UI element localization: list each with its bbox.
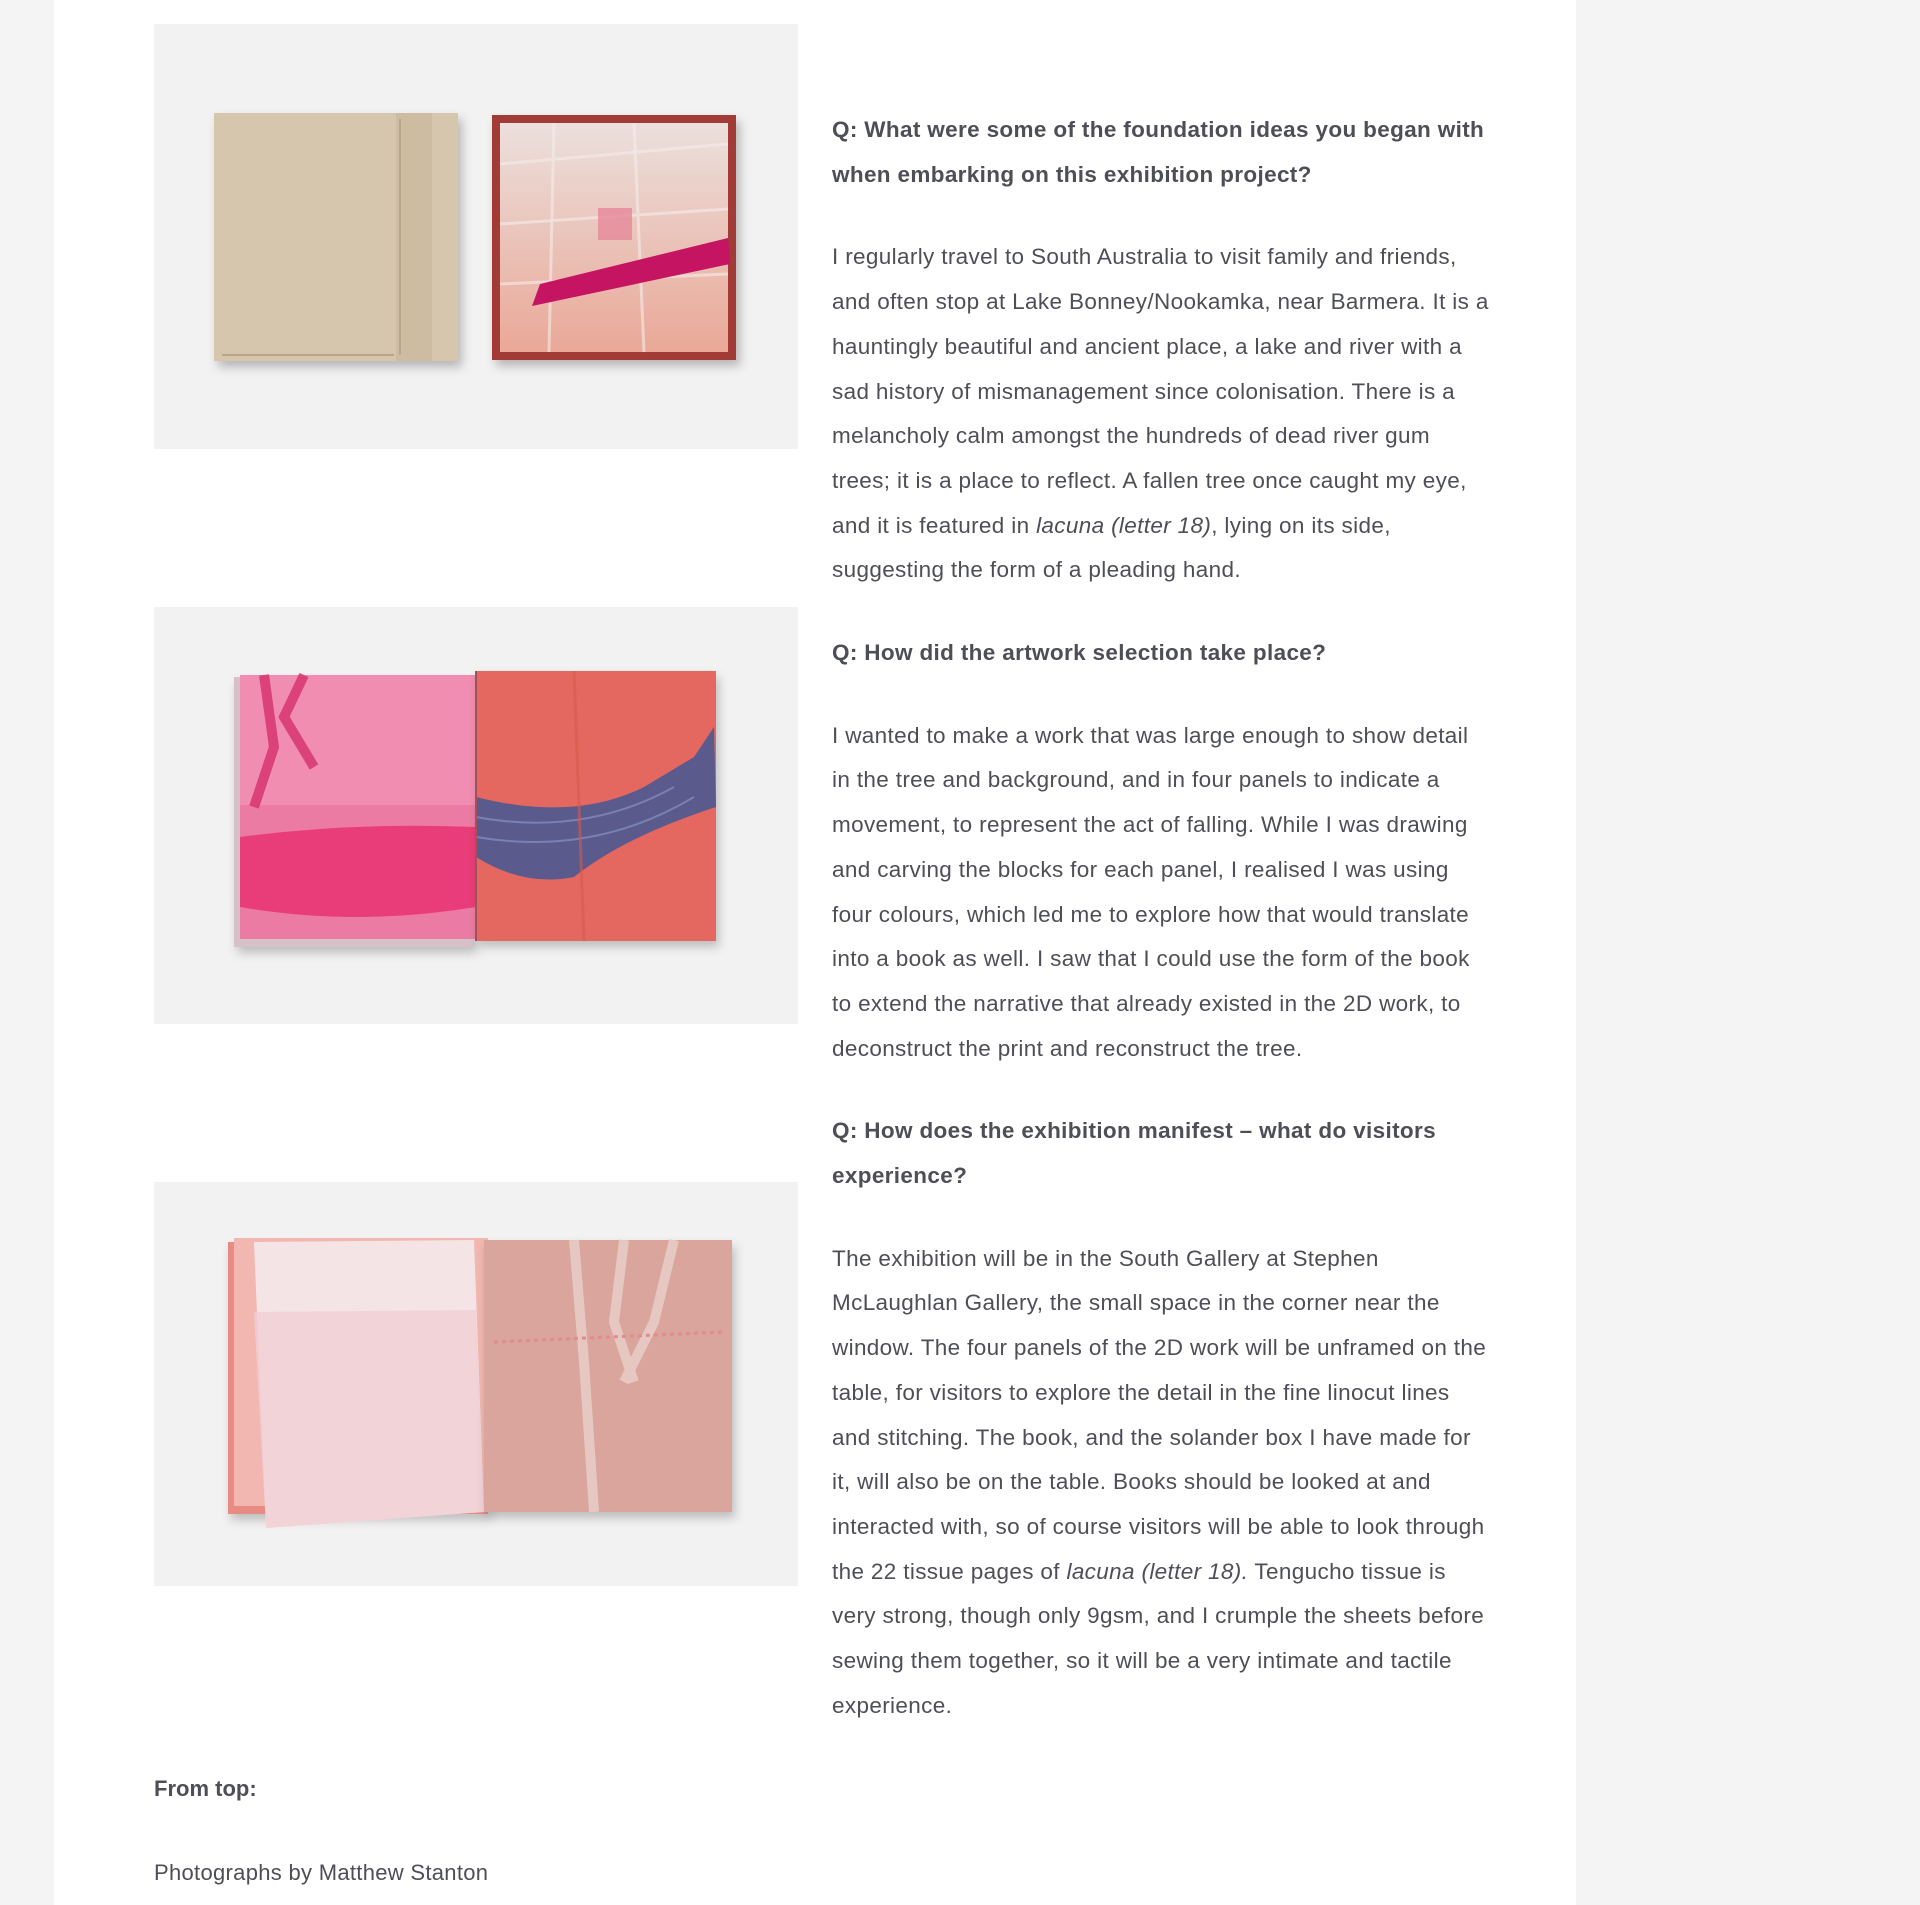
question-3: Q: How does the exhibition manifest – what do visitors experience? xyxy=(832,1118,1436,1189)
book-spread-white-image xyxy=(154,1182,798,1586)
photo-credit: Photographs by Matthew Stanton xyxy=(154,1860,489,1885)
answer-1 xyxy=(832,235,1492,593)
answer-3-text: The exhibition will be in the South Gallery at Stephen McLaughlan Gallery, the small space in the corner near the window. The four panels of the 2D work will be unframed on the table, for visitors to explore the detail in the fine linocut lines and stitching. The book, and the solander box I have made for it, will also be on the table. Books should be looked at and interacted with, so of course visitors will be able to look through the 22 tissue pages of xyxy=(832,1245,1487,1584)
artwork-title: lacuna (letter 18) xyxy=(1036,512,1212,538)
answer-3 xyxy=(832,1237,1492,1729)
caption-heading: From top: xyxy=(154,1776,257,1801)
content-page xyxy=(54,0,1576,1905)
book-spread-pink-image xyxy=(154,607,798,1024)
artwork-title: lacuna (letter 18). xyxy=(1066,1558,1249,1584)
answer-1-text: I regularly travel to South Australia to visit family and friends, and often stop at Lake Bonney/Nookamka, near Barmera. It is a hauntingly beautiful and ancient place, a lake and river with a sad history of mismanagement since colonisation. There is a melancholy calm amongst the hundreds of dead river gum trees; it is a place to reflect. A fallen tree once caught my eye, and it is featured in xyxy=(832,244,1489,538)
question-2: Q: How did the artwork selection take place? xyxy=(832,640,1327,666)
answer-3-text-end: Tengucho tissue is very strong, though only 9gsm, and I crumple the sheets before sewing them together, so it will be a very intimate and tactile experience. xyxy=(832,1558,1485,1718)
solander-box-image xyxy=(154,24,798,449)
question-1: Q: What were some of the foundation ideas you began with when embarking on this exhibition project? xyxy=(832,117,1485,187)
answer-2: I wanted to make a work that was large enough to show detail in the tree and background, and in four panels to indicate a movement, to represent the act of falling. While I was drawing and carving the blocks for each panel, I realised I was using four colours, which led me to explore how that would translate into a book as well. I saw that I could use the form of the book to extend the narrative that already existed in the 2D work, to deconstruct the print and reconstruct the tree. xyxy=(832,722,1470,1061)
interview-text xyxy=(832,108,1492,1767)
answer-1-text-end: , lying on its side, suggesting the form of a pleading hand. xyxy=(832,512,1391,583)
